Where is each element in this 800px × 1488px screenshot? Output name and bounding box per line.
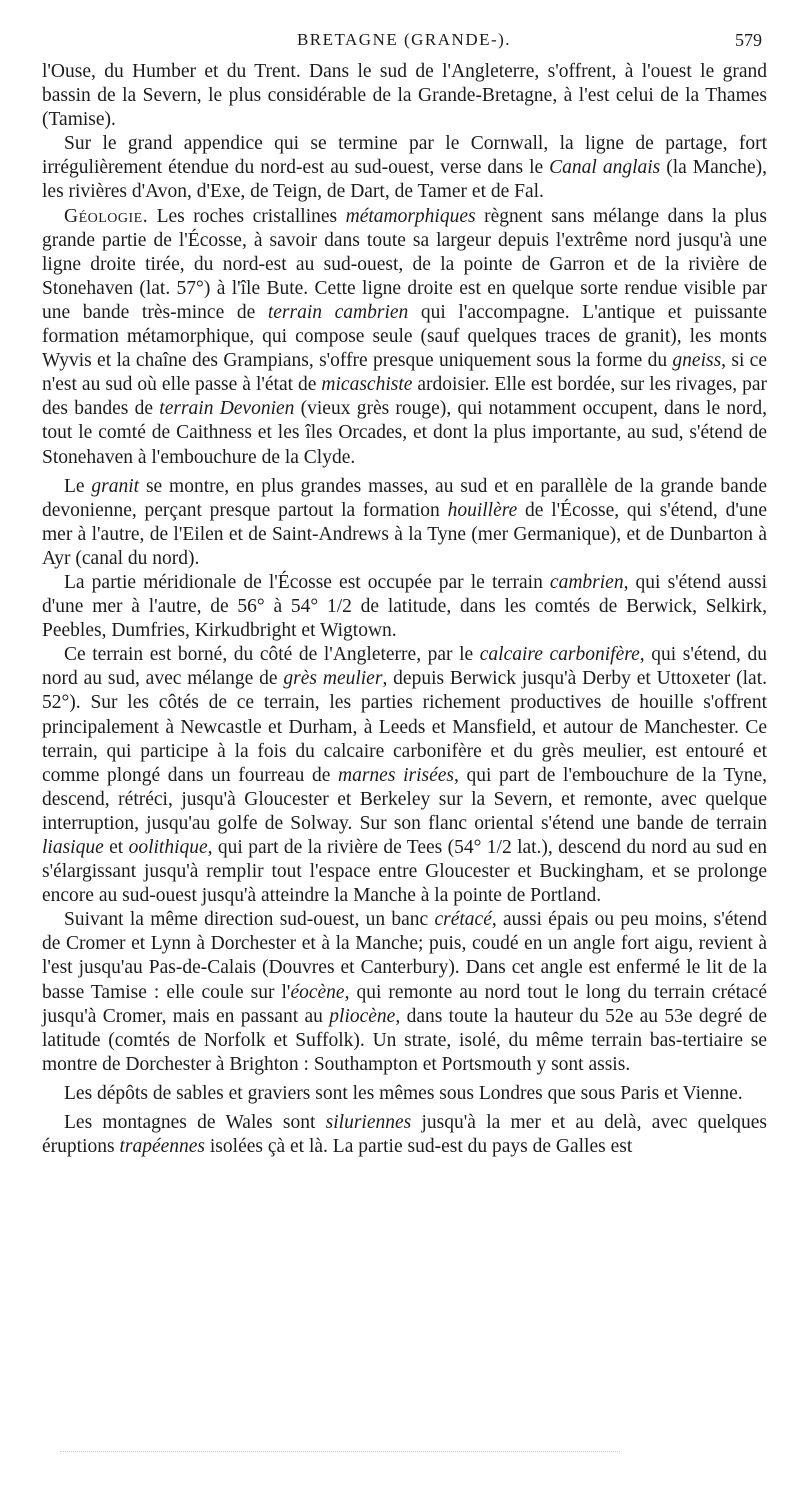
text-run: (vieux grès rouge), qui notamment occupent, dans le nord, tout le comté de Caithness et les îles Orcades, et dont la plus importante, au sud, s'étend de Stonehaven à l'embouchure de la Clyde. bbox=[42, 398, 767, 468]
text-run: Les roches cristallines bbox=[148, 205, 346, 227]
text-run: , dans toute la hauteur du 52e au 53e degré de latitude (comtés de Norfolk et Suffolk). Un strate, isolé, du même terrain bas-tertiaire se montre de Dorchester à Brighton : Southampton et Portsmouth y sont assis. bbox=[42, 1005, 767, 1075]
text-run: qui l'accompagne. L'antique et puissante formation métamorphique, qui compose seule (sauf quelques traces de granit), les monts Wyvis et la chaîne des Grampians, s'offre presque uniquement sous la forme du bbox=[42, 301, 767, 372]
page-number: 579 bbox=[735, 30, 762, 50]
italic-term: granit bbox=[91, 475, 140, 497]
paragraph bbox=[42, 1082, 767, 1106]
italic-term: gneiss bbox=[672, 350, 722, 372]
paragraph bbox=[42, 205, 767, 470]
text-run: l'Ouse, du Humber et du Trent. Dans le sud de l'Angleterre, s'offrent, à l'ouest le grand bassin de la Severn, le plus considérable de la Grande-Bretagne, à l'est celui de la Thames (Tamise). bbox=[42, 61, 767, 131]
italic-term: marnes irisées bbox=[338, 764, 454, 786]
text-run: , aussi épais ou peu moins, s'étend de Cromer et Lynn à Dorchester et à la Manche; puis, coudé en un angle fort aigu, revient à l'est jusqu'au Pas-de-Calais (Douvres et Canterbury). Dans cet angle est enfermé le lit de la basse Tamise : elle coule sur l' bbox=[42, 909, 767, 1003]
paragraph bbox=[42, 908, 767, 1077]
paragraph bbox=[42, 1111, 767, 1159]
text-run: ardoisier. Elle est bordée, sur les rivages, par des bandes de bbox=[42, 374, 767, 420]
text-run: , qui s'étend, du nord au sud, avec mélange de bbox=[42, 644, 768, 690]
text-run: , depuis Berwick jusqu'à Derby et Uttoxeter (lat. 52°). Sur les côtés de ce terrain, les parties richement productives de houille s'offrent principalement à Newcastle et Durham, à Leeds et Mansfield, et autour de Manchester. Ce terrain, qui participe à la fois du calcaire carbonifère et du grès meulier, est entouré et comme plongé dans un fourreau de bbox=[42, 668, 767, 786]
text-run: , qui part de l'embouchure de la Tyne, descend, rétréci, jusqu'à Gloucester et Berkeley sur la Severn, et remonte, avec quelque interruption, jusqu'au golfe de Solway. Sur son flanc oriental s'étend une bande de terrain bbox=[42, 764, 767, 834]
italic-term: terrain Devonien bbox=[159, 398, 295, 420]
text-run: Le bbox=[64, 475, 92, 497]
italic-term: siluriennes bbox=[325, 1112, 412, 1134]
text-run: isolées çà et là. La partie sud-est du pays de Galles est bbox=[205, 1136, 633, 1158]
text-run: , qui remonte au nord tout le long du terrain crétacé jusqu'à Cromer, mais en passant au bbox=[42, 981, 767, 1027]
text-run: se montre, en plus grandes masses, au sud et en parallèle de la grande bande devonienne, perçant presque partout la formation bbox=[42, 475, 767, 521]
text-run: Les montagnes de Wales sont bbox=[64, 1112, 326, 1134]
text-run: , qui part de la rivière de Tees (54° 1/2 lat.), descend du nord au sud en s'élargissant jusqu'à remplir tout l'espace entre Gloucester et Buckingham, et se prolonge encore au sud-ouest jusqu'à atteindre la Manche à la pointe de Portland. bbox=[42, 837, 767, 907]
italic-term: terrain cambrien bbox=[267, 301, 409, 323]
italic-term: micaschiste bbox=[321, 374, 413, 396]
body-text bbox=[42, 60, 767, 1159]
paragraph bbox=[42, 643, 767, 908]
italic-term: oolithique bbox=[128, 837, 208, 858]
paragraph bbox=[42, 475, 767, 571]
italic-term: calcaire carbonifère bbox=[479, 644, 640, 666]
italic-term: houillère bbox=[447, 499, 518, 521]
text-run: de l'Écosse, qui s'étend, d'une mer à l'autre, de l'Eilen et de Saint-Andrews à la Tyne (mer Germanique), et de Dunbarton à Ayr (canal du nord). bbox=[42, 499, 767, 569]
italic-term: pliocène bbox=[329, 1005, 396, 1027]
text-run: , si ce n'est au sud où elle passe à l'état de bbox=[42, 350, 767, 396]
text-run: La partie méridionale de l'Écosse est occupée par le terrain bbox=[64, 571, 550, 593]
italic-term: éocène bbox=[290, 981, 345, 1003]
text-run: règnent sans mélange dans la plus grande partie de l'Écosse, à savoir dans toute sa largeur depuis l'extrême nord jusqu'à une ligne droite tirée, du nord-est au sud-ouest, de la pointe de Garron et de la rivière de Stonehaven (lat. 57°) à l'île Bute. Cette ligne droite est en quelque sorte rendue visible par une bande très-mince de bbox=[42, 205, 767, 323]
italic-term: grès meulier bbox=[283, 668, 383, 690]
paragraph bbox=[42, 571, 767, 643]
text-run: jusqu'à la mer et au delà, avec quelques éruptions bbox=[42, 1112, 767, 1158]
italic-term: liasique bbox=[42, 837, 104, 858]
italic-term: trapéennes bbox=[119, 1136, 206, 1158]
text-run: Suivant la même direction sud-ouest, un banc bbox=[64, 909, 435, 931]
paragraph bbox=[42, 132, 767, 204]
text-run: (la Manche), les rivières d'Avon, d'Exe, de Teign, de Dart, de Tamer et de Fal. bbox=[42, 157, 767, 203]
section-heading: Géologie. bbox=[64, 205, 149, 227]
footer-rule bbox=[60, 1451, 620, 1452]
text-run: Ce terrain est borné, du côté de l'Angleterre, par le bbox=[64, 644, 480, 666]
paragraph bbox=[42, 60, 767, 132]
text-run: et bbox=[103, 837, 129, 858]
italic-term: crétacé bbox=[434, 909, 492, 931]
italic-term: Canal anglais bbox=[549, 157, 661, 179]
running-head bbox=[42, 30, 766, 58]
text-run: Les dépôts de sables et graviers sont les mêmes sous Londres que sous Paris et Vienne. bbox=[64, 1082, 743, 1104]
text-run: Sur le grand appendice qui se termine par le Cornwall, la ligne de partage, fort irrégulièrement étendue du nord-est au sud-ouest, verse dans le bbox=[42, 133, 767, 179]
text-run: , qui s'étend aussi d'une mer à l'autre, de 56° à 54° 1/2 de latitude, dans les comtés de Berwick, Selkirk, Peebles, Dumfries, Kirkudbright et Wigtown. bbox=[42, 571, 767, 642]
italic-term: cambrien bbox=[549, 571, 624, 593]
running-title: BRETAGNE (GRANDE-). bbox=[296, 30, 512, 49]
italic-term: métamorphiques bbox=[345, 205, 476, 227]
